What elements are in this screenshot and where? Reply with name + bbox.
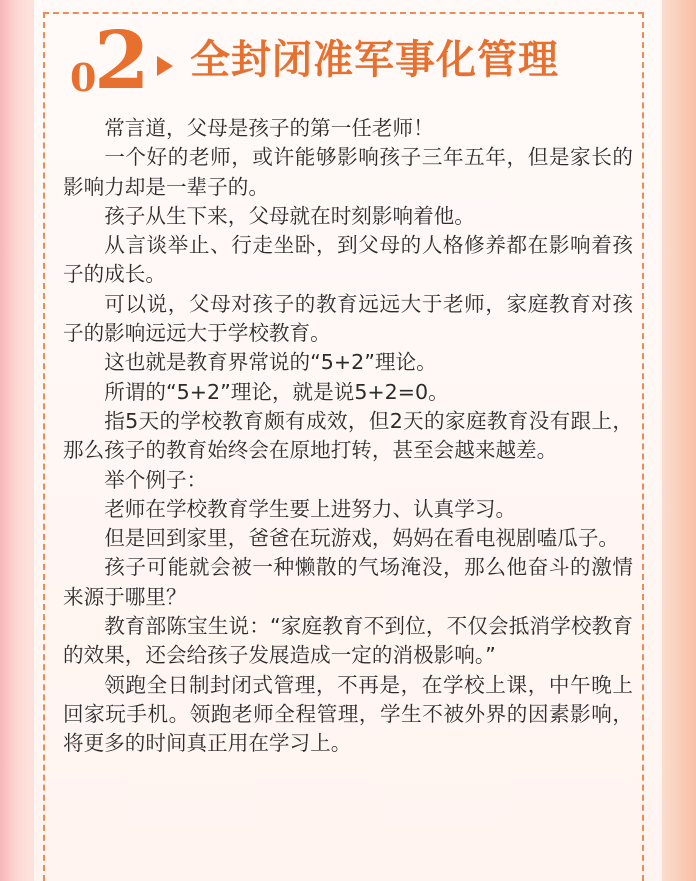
- section-header: [70, 13, 640, 110]
- paragraph: 孩子可能就会被一种懒散的气场淹没，那么他奋斗的激情来源于哪里？: [63, 555, 633, 609]
- paragraph: 从言谈举止、行走坐卧，到父母的人格修养都在影响着孩子的成长。: [63, 233, 633, 287]
- paragraph: 一个好的老师，或许能够影响孩子三年五年，但是家长的影响力却是一辈子的。: [63, 145, 633, 199]
- section-number-prefix: 0: [70, 55, 97, 100]
- article-body: [63, 114, 633, 759]
- paragraph: 指5天的学校教育颇有成效，但2天的家庭教育没有跟上，那么孩子的教育始终会在原地打转，甚至会越来越差。: [63, 408, 633, 463]
- paragraph: 领跑全日制封闭式管理，不再是，在学校上课，中午晚上回家玩手机。领跑老师全程管理，学生不被外界的因素影响，将更多的时间真正用在学习上。: [63, 672, 633, 756]
- section-title: 全封闭准军事化管理: [190, 37, 559, 83]
- section-number: 2: [94, 13, 148, 107]
- paragraph: 但是回到家里，爸爸在玩游戏，妈妈在看电视剧嗑瓜子。: [104, 526, 620, 551]
- paragraph: 教育部陈宝生说：“家庭教育不到位，不仅会抵消学校教育的效果，还会给孩子发展造成一定的消极影响。”: [63, 614, 633, 668]
- paragraph: 可以说，父母对孩子的教育远远大于老师，家庭教育对孩子的影响远远大于学校教育。: [63, 291, 633, 346]
- paragraph: 老师在学校教育学生要上进努力、认真学习。: [104, 496, 517, 521]
- paragraph: 举个例子：: [104, 467, 208, 492]
- arrow-right-icon: [157, 56, 173, 76]
- paragraph: 常言道，父母是孩子的第一任老师！: [104, 116, 434, 140]
- paragraph: 这也就是教育界常说的“5+2”理论。: [104, 350, 437, 375]
- paragraph: 所谓的“5+2”理论，就是说5+2=0。: [104, 379, 449, 404]
- paragraph: 孩子从生下来，父母就在时刻影响着他。: [104, 203, 475, 228]
